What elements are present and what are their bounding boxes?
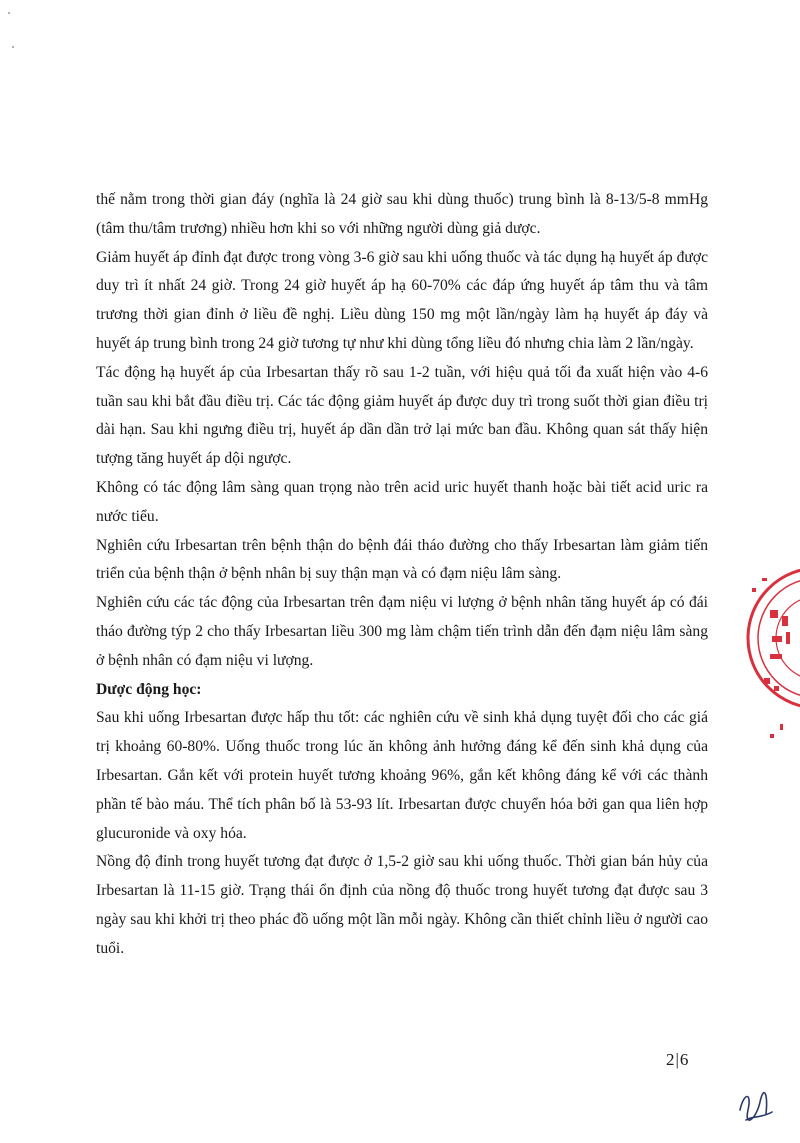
handwritten-signature-icon xyxy=(730,1080,780,1130)
scan-speck xyxy=(12,46,14,48)
paragraph-6: Nghiên cứu các tác động của Irbesartan trên đạm niệu vi lượng ở bệnh nhân tăng huyết áp có đái tháo đường týp 2 cho thấy Irbesartan liều 300 mg làm chậm tiến trình dẫn đến đạm niệu lâm sàng ở bệnh nhân có đạm niệu vi lượng. xyxy=(96,594,708,669)
paragraph-7: Sau khi uống Irbesartan được hấp thu tốt: các nghiên cứu về sinh khả dụng tuyệt đối cho các giá trị khoảng 60-80%. Uống thuốc trong lúc ăn không ảnh hưởng đáng kể đến sinh khả dụng của Irbesartan. Gắn kết với protein huyết tương khoảng 96%, gắn kết không đáng kể với các thành phần tế bào máu. Thể tích phân bố là 53-93 lít. Irbesartan được chuyển hóa bởi gan qua liên hợp glucuronide và oxy hóa. xyxy=(96,709,708,842)
paragraph-3: Tác động hạ huyết áp của Irbesartan thấy rõ sau 1-2 tuần, với hiệu quả tối đa xuất hiện vào 4-6 tuần sau khi bắt đầu điều trị. Các tác động giảm huyết áp được duy trì trong suốt thời gian điều trị dài hạn. Sau khi ngưng điều trị, huyết áp dần dần trở lại mức ban đầu. Không quan sát thấy hiện tượng tăng huyết áp dội ngược. xyxy=(96,363,708,468)
page-number: 2|6 xyxy=(666,1050,690,1069)
red-stamp-seal-icon xyxy=(740,548,800,748)
paragraph-2: Giảm huyết áp đỉnh đạt được trong vòng 3-6 giờ sau khi uống thuốc và tác dụng hạ huyết áp được duy trì ít nhất 24 giờ. Trong 24 giờ huyết áp hạ 60-70% các đáp ứng huyết áp tâm thu và tâm trương thời gian đỉnh ở liều đề nghị. Liều dùng 150 mg một lần/ngày làm hạ huyết áp đáy và huyết áp trung bình trong 24 giờ tương tự như khi dùng tổng liều đó nhưng chia làm 2 lần/ngày. xyxy=(96,248,708,352)
document-body xyxy=(96,186,708,964)
scan-speck xyxy=(8,12,10,14)
paragraph-8: Nồng độ đỉnh trong huyết tương đạt được ở 1,5-2 giờ sau khi uống thuốc. Thời gian bán hủy của Irbesartan là 11-15 giờ. Trạng thái ổn định của nồng độ thuốc trong huyết tương đạt được sau 3 ngày sau khi khởi trị theo phác đồ uống một lần mỗi ngày. Không cần thiết chỉnh liều ở người cao tuổi. xyxy=(96,853,708,957)
paragraph-4: Không có tác động lâm sàng quan trọng nào trên acid uric huyết thanh hoặc bài tiết acid uric ra nước tiểu. xyxy=(96,478,708,525)
section-heading: Dược động học: xyxy=(96,680,202,698)
paragraph-5: Nghiên cứu Irbesartan trên bệnh thận do bệnh đái tháo đường cho thấy Irbesartan làm giảm tiến triển của bệnh thận ở bệnh nhân bị suy thận mạn và có đạm niệu lâm sàng. xyxy=(96,536,708,583)
paragraph-1: thế nằm trong thời gian đáy (nghĩa là 24 giờ sau khi dùng thuốc) trung bình là 8-13/5-8 mmHg (tâm thu/tâm trương) nhiều hơn khi so với những người dùng giả dược. xyxy=(96,191,708,237)
